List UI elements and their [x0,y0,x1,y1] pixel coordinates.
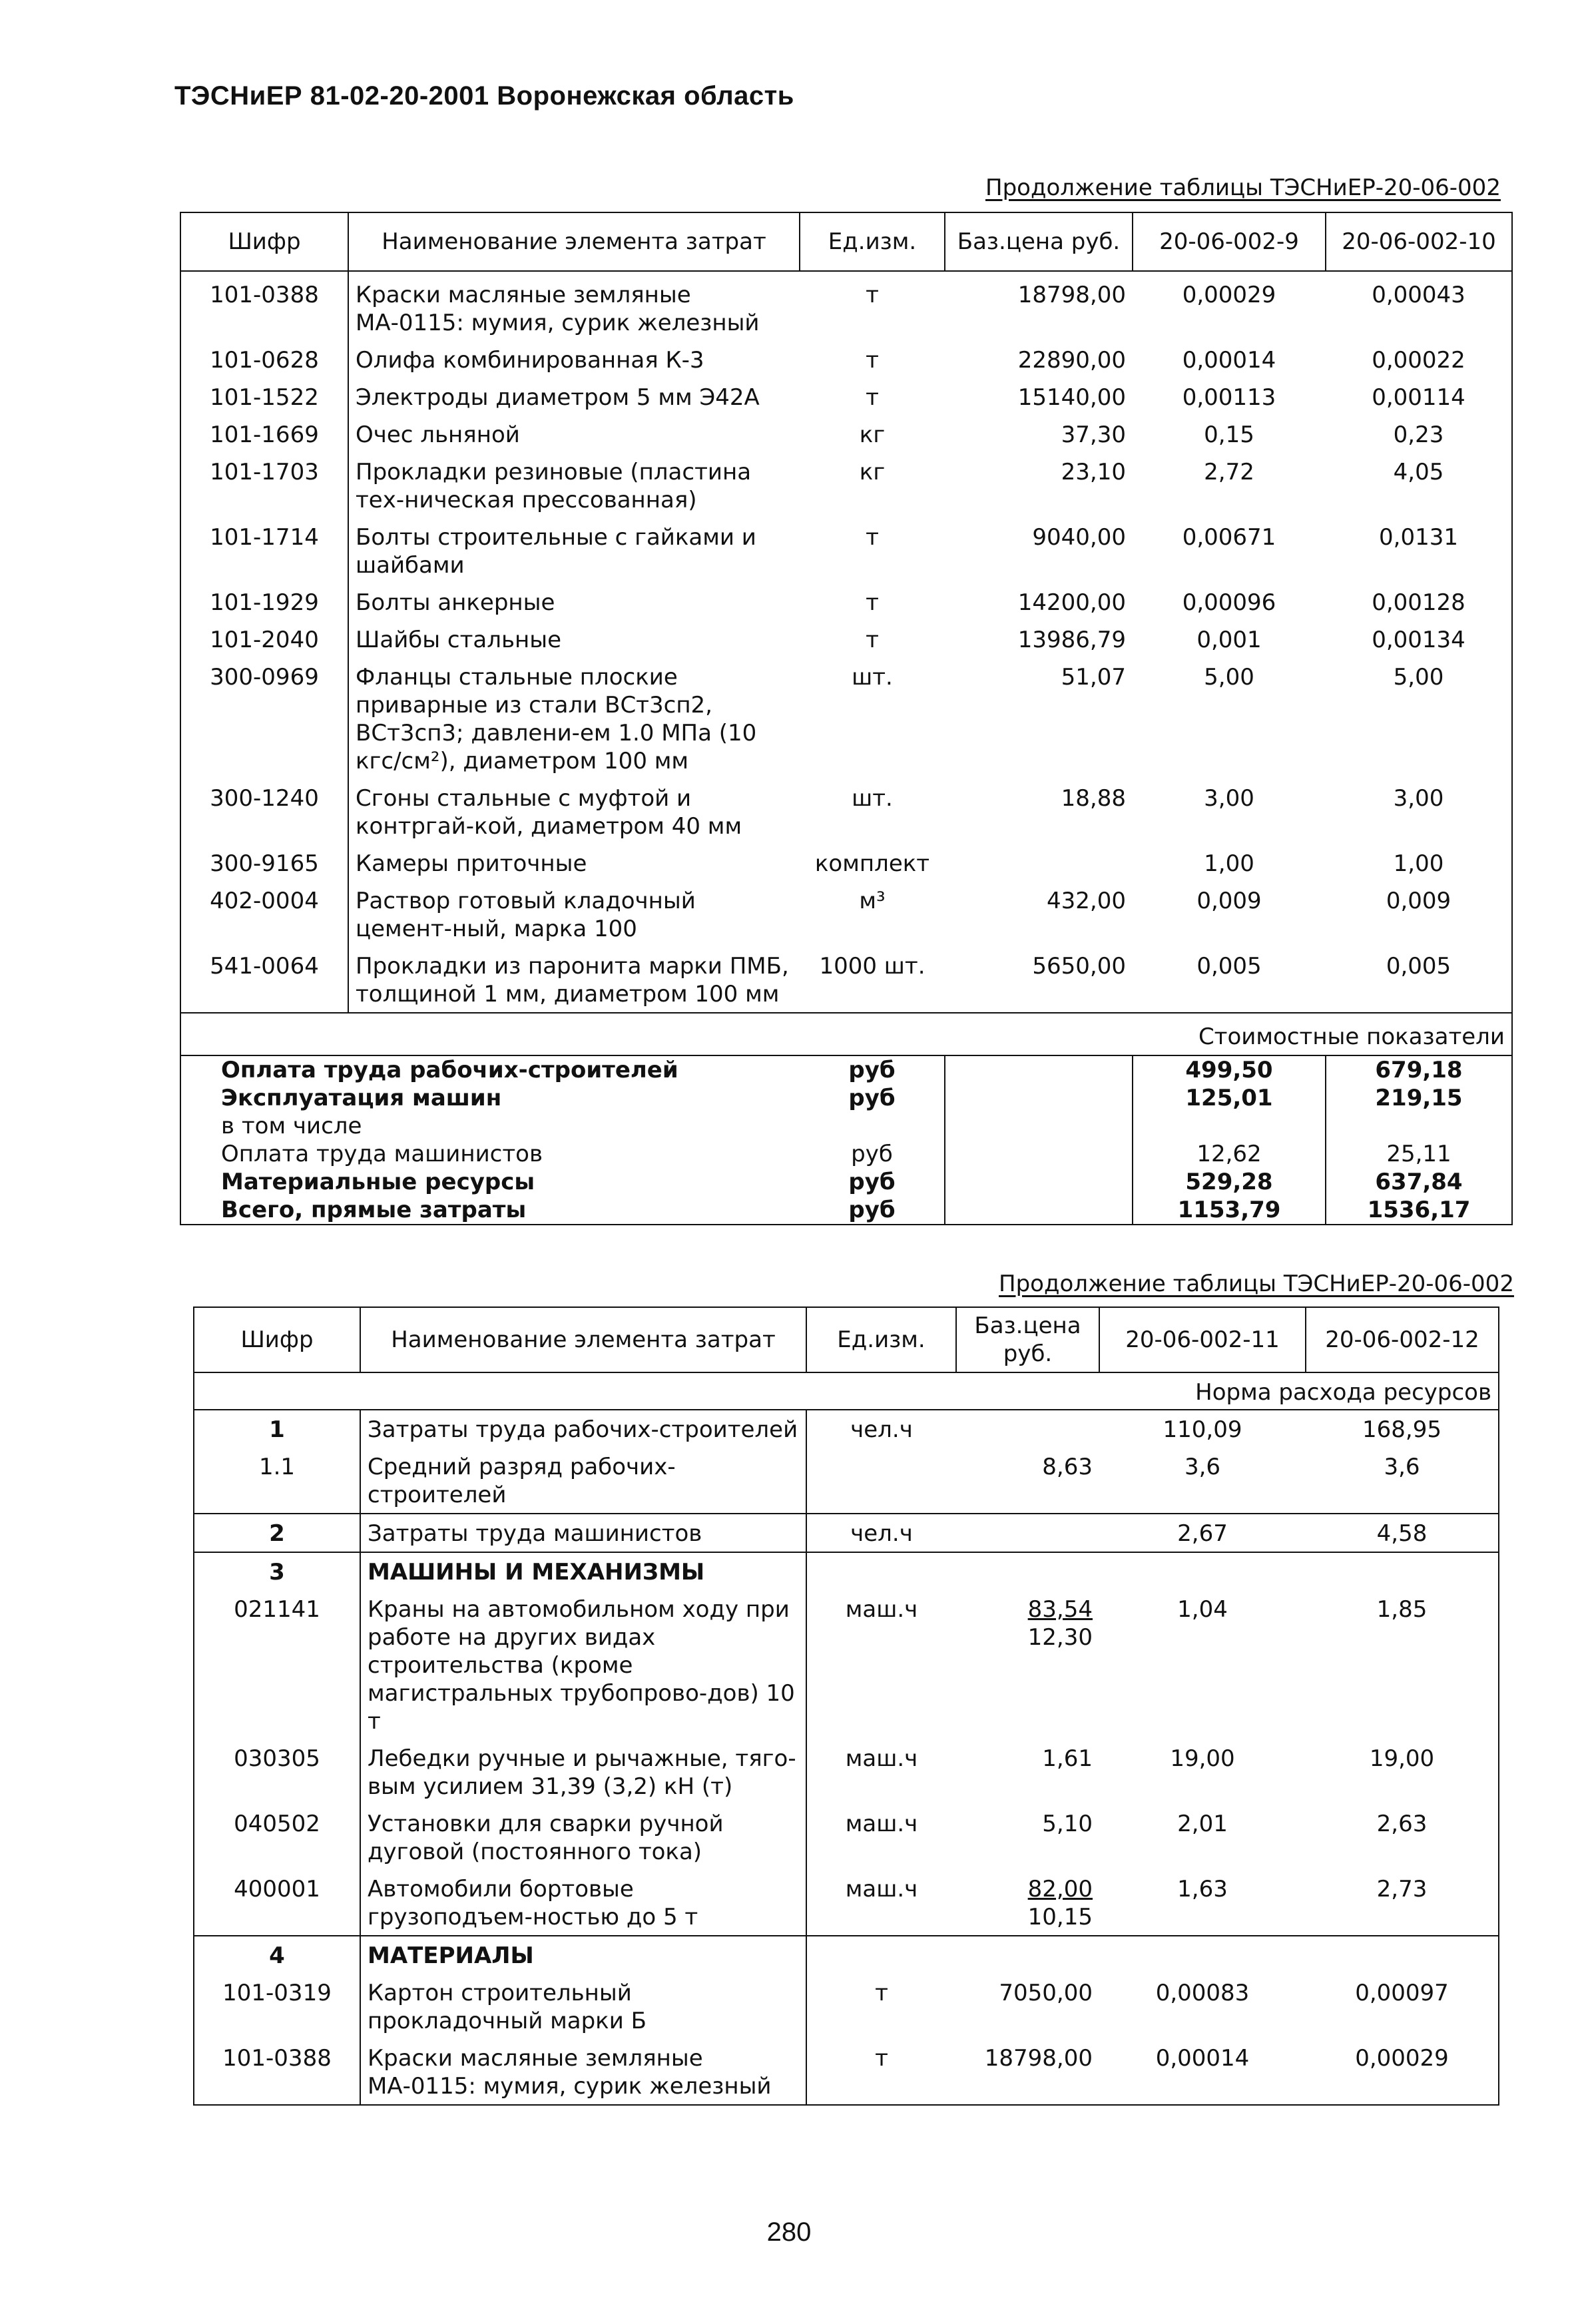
row-price: 51,07 [1061,664,1126,691]
row-code: 021141 [194,1590,360,1739]
cost-unit: руб [848,1169,896,1195]
row-unit: т [866,524,879,551]
header-col-12: 20-06-002-12 [1306,1307,1499,1372]
table-row [180,341,1512,378]
cost-value-10: 1536,17 [1326,1196,1512,1225]
row-unit [806,1552,956,1590]
header-price: Баз.цена руб. [945,212,1133,271]
table-row [194,2039,1499,2105]
row-value-12 [1306,1552,1499,1590]
cost-unit: руб [848,1085,896,1111]
row-value-11: 1,63 [1177,1876,1228,1902]
row-value-12: 168,95 [1306,1410,1499,1448]
row-code: 300-0969 [180,658,348,779]
row-value-10: 4,05 [1326,453,1512,518]
row-unit: т [806,2039,956,2105]
norm-section-row [194,1372,1499,1410]
row-code: 101-1714 [180,518,348,583]
row-price [956,1805,1099,1870]
row-value-12 [1306,1936,1499,1974]
price-value: 7050,00 [999,1980,1093,2006]
row-name: Олифа комбинированная К-3 [348,341,800,378]
row-value-11: 2,01 [1177,1811,1228,1837]
row-price: 9040,00 [1032,524,1126,551]
cost-row [180,1196,1512,1225]
row-code: 1 [194,1410,360,1448]
cost-empty [945,1112,1133,1140]
row-value-12: 1,85 [1306,1590,1499,1739]
row-value-10: 0,00114 [1326,378,1512,416]
row-price: 18,88 [1061,785,1126,812]
cost-row [180,1055,1512,1084]
row-price: 432,00 [1047,888,1126,914]
row-unit: маш.ч [845,1811,918,1837]
cost-value-9: 125,01 [1133,1084,1326,1112]
row-price [956,1870,1099,1936]
cost-unit: руб [800,1196,945,1225]
cost-label: Эксплуатация машин [180,1084,800,1112]
document-title: ТЭСНиЕР 81-02-20-2001 Воронежская область [174,81,794,111]
table-row [194,1870,1499,1936]
table-row [180,779,1512,844]
header-code: Шифр [180,212,348,271]
row-name: Болты анкерные [348,583,800,621]
row-value-9: 0,15 [1204,422,1254,448]
row-value-10: 0,005 [1326,947,1512,1013]
row-value-12: 0,00097 [1306,1974,1499,2039]
price-value: 82,00 [1027,1876,1093,1902]
cost-row [180,1168,1512,1196]
row-price [956,1514,1099,1552]
cost-empty [945,1055,1133,1084]
row-code: 101-1522 [180,378,348,416]
row-value-10: 0,23 [1326,416,1512,453]
row-code: 101-1669 [180,416,348,453]
row-price [956,1448,1099,1514]
row-value-10: 3,00 [1326,779,1512,844]
cost-value-9 [1133,1112,1326,1140]
row-value-11: 19,00 [1170,1745,1235,1772]
cost-row [180,1084,1512,1112]
norm-section-label: Норма расхода ресурсов [194,1372,1499,1410]
table1-header-row [180,212,1512,271]
machinist-wage-value: 12,30 [1027,1624,1093,1651]
row-value-9: 0,00014 [1182,347,1276,374]
row-value-10: 5,00 [1326,658,1512,779]
row-value-10: 1,00 [1326,844,1512,882]
row-value-9: 1,00 [1204,850,1254,877]
row-name: Автомобили бортовые грузоподъем-ностью до 5 т [360,1870,806,1936]
table-row [180,453,1512,518]
header-name: Наименование элемента затрат [360,1307,806,1372]
table-row [180,583,1512,621]
table-row [180,621,1512,658]
row-value-9: 0,00671 [1182,524,1276,551]
cost-unit [800,1112,945,1140]
price-value: 8,63 [1042,1454,1093,1480]
row-value-12: 4,58 [1306,1514,1499,1552]
row-value-9: 3,00 [1204,785,1254,812]
price-value: 83,54 [1027,1596,1093,1623]
row-code: 402-0004 [180,882,348,947]
row-value-10: 0,00134 [1326,621,1512,658]
table1-continuation-label: Продолжение таблицы ТЭСНиЕР-20-06-002 [985,174,1501,201]
table-row [194,1805,1499,1870]
row-code: 3 [194,1552,360,1590]
page-number: 280 [766,2217,812,2247]
cost-value-10: 637,84 [1326,1168,1512,1196]
table-row [180,658,1512,779]
table-row [180,416,1512,453]
cost-row [180,1140,1512,1168]
cost-value-9: 499,50 [1133,1055,1326,1084]
cost-value-10: 219,15 [1326,1084,1512,1112]
section-heading-row [194,1936,1499,1974]
row-value-9: 0,00096 [1182,589,1276,616]
cost-unit: руб [848,1057,896,1083]
cost-label: Материальные ресурсы [180,1168,800,1196]
row-name: Раствор готовый кладочный цемент-ный, марка 100 [348,882,800,947]
row-name: Установки для сварки ручной дуговой (постоянного тока) [360,1805,806,1870]
cost-row [180,1112,1512,1140]
row-price: 37,30 [1061,422,1126,448]
row-value-11: 2,67 [1099,1514,1306,1552]
row-price [956,1590,1099,1739]
row-unit: шт. [852,785,893,812]
row-name: Затраты труда рабочих-строителей [360,1410,806,1448]
row-code: 030305 [194,1739,360,1805]
header-col-10: 20-06-002-10 [1326,212,1512,271]
table2-continuation-label: Продолжение таблицы ТЭСНиЕР-20-06-002 [999,1271,1514,1297]
row-name: Сгоны стальные с муфтой и контргай-кой, диаметром 40 мм [348,779,800,844]
cost-empty [945,1140,1133,1168]
row-value-12: 0,00029 [1306,2039,1499,2105]
row-price: 22890,00 [1017,347,1126,374]
row-value-9: 0,005 [1196,953,1262,980]
row-unit: т [866,282,879,308]
row-value-10: 0,00022 [1326,341,1512,378]
row-value-12: 19,00 [1306,1739,1499,1805]
table-row [194,1974,1499,2039]
row-name: Шайбы стальные [348,621,800,658]
row-unit: т [866,627,879,653]
row-price: 14200,00 [1017,589,1126,616]
row-value-10: 0,009 [1326,882,1512,947]
table-row [180,518,1512,583]
row-value-12: 2,63 [1306,1805,1499,1870]
row-name: Затраты труда машинистов [360,1514,806,1552]
row-name: Фланцы стальные плоские приварные из стали ВСт3сп2, ВСт3сп3; давлени-ем 1.0 МПа (10 кгс/см²), диаметром 100 мм [348,658,800,779]
cost-value-10: 679,18 [1326,1055,1512,1084]
machinist-wage-value: 10,15 [1027,1904,1093,1930]
cost-empty [945,1084,1133,1112]
row-value-9: 2,72 [1204,459,1254,485]
row-code: 101-0628 [180,341,348,378]
row-name: Средний разряд рабочих-строителей [360,1448,806,1514]
row-price [956,1936,1099,1974]
row-unit: чел.ч [850,1416,913,1443]
row-name: Лебедки ручные и рычажные, тяго-вым усилием 31,39 (3,2) кН (т) [360,1739,806,1805]
cost-label: Всего, прямые затраты [180,1196,800,1225]
row-value-11: 0,00083 [1155,1980,1250,2006]
row-code: 1.1 [194,1448,360,1514]
row-code: 101-0388 [180,271,348,341]
row-price: 18798,00 [1017,282,1126,308]
row-code: 400001 [194,1870,360,1936]
cost-value-10: 25,11 [1326,1140,1512,1168]
row-name: Прокладки резиновые (пластина тех-ническая прессованная) [348,453,800,518]
row-value-10: 0,00128 [1326,583,1512,621]
cost-value-9: 1153,79 [1133,1196,1326,1225]
table-row [194,1590,1499,1739]
row-code: 101-1703 [180,453,348,518]
row-unit: т [866,384,879,411]
row-value-10: 0,00043 [1326,271,1512,341]
price-value: 1,61 [1042,1745,1093,1772]
row-value-12: 2,73 [1306,1870,1499,1936]
row-price: 5650,00 [1032,953,1126,980]
table-row [180,882,1512,947]
row-value-11: 110,09 [1163,1416,1242,1443]
row-value-11: 1,04 [1177,1596,1228,1623]
table-row [180,844,1512,882]
row-value-12: 3,6 [1306,1448,1499,1514]
row-price [945,844,1133,882]
row-value-9: 0,00113 [1182,384,1276,411]
header-unit: Ед.изм. [806,1307,956,1372]
price-value: 18798,00 [984,2045,1093,2072]
row-unit: чел.ч [806,1514,956,1552]
table-row [194,1448,1499,1514]
row-name: Камеры приточные [348,844,800,882]
row-code: 101-1929 [180,583,348,621]
table-row [194,1514,1499,1552]
table-row [180,378,1512,416]
cost-value-9: 529,28 [1133,1168,1326,1196]
row-code: 300-1240 [180,779,348,844]
row-name: Прокладки из паронита марки ПМБ, толщиной 1 мм, диаметром 100 мм [348,947,800,1013]
header-price: Баз.цена руб. [956,1307,1099,1372]
cost-empty [945,1168,1133,1196]
cost-empty [945,1196,1133,1225]
cost-section-label: Стоимостные показатели [180,1013,1512,1055]
row-value-10: 0,0131 [1326,518,1512,583]
resource-table-2 [193,1307,1499,2106]
row-name: Краны на автомобильном ходу при работе на других видах строительства (кроме магистральных трубопрово-дов) 10 т [360,1590,806,1739]
row-price: 13986,79 [1017,627,1126,653]
row-name: Картон строительный прокладочный марки Б [360,1974,806,2039]
header-unit: Ед.изм. [800,212,945,271]
row-unit: кг [859,422,886,448]
table-row [194,1739,1499,1805]
header-code: Шифр [194,1307,360,1372]
row-unit: 1000 шт. [819,953,925,980]
row-price: 15140,00 [1017,384,1126,411]
header-name: Наименование элемента затрат [348,212,800,271]
row-code: 101-0388 [194,2039,360,2105]
row-price [956,1410,1099,1448]
row-price: 23,10 [1061,459,1126,485]
row-unit: т [866,347,879,374]
row-price [956,1739,1099,1805]
table-row [194,1410,1499,1448]
cost-section-row [180,1013,1512,1055]
row-value-9: 5,00 [1204,664,1254,691]
row-code: 101-0319 [194,1974,360,2039]
row-unit: комплект [814,850,930,877]
section-heading: МАШИНЫ И МЕХАНИЗМЫ [360,1552,806,1590]
cost-value-10 [1326,1112,1512,1140]
row-name: Очес льняной [348,416,800,453]
price-value: 5,10 [1042,1811,1093,1837]
row-value-9: 0,009 [1196,888,1262,914]
cost-unit: руб [851,1141,893,1167]
row-unit: м³ [859,888,886,914]
row-code: 101-2040 [180,621,348,658]
row-unit: маш.ч [845,1745,918,1772]
header-col-11: 20-06-002-11 [1099,1307,1306,1372]
row-name: Краски масляные земляные МА-0115: мумия, сурик железный [348,271,800,341]
row-value-11: 0,00014 [1099,2039,1306,2105]
row-unit: маш.ч [845,1876,918,1902]
row-price [956,1974,1099,2039]
row-unit: маш.ч [845,1596,918,1623]
cost-label: в том числе [180,1112,800,1140]
cost-label: Оплата труда рабочих-строителей [180,1055,800,1084]
row-unit [806,1936,956,1974]
header-col-9: 20-06-002-9 [1133,212,1326,271]
row-code: 2 [194,1514,360,1552]
section-heading: МАТЕРИАЛЫ [360,1936,806,1974]
row-value-9: 0,001 [1196,627,1262,653]
row-unit: кг [859,459,886,485]
table-row [180,271,1512,341]
table2-header-row [194,1307,1499,1372]
row-code: 541-0064 [180,947,348,1013]
row-unit: т [875,1980,888,2006]
row-code: 300-9165 [180,844,348,882]
row-name: Краски масляные земляные МА-0115: мумия, сурик железный [360,2039,806,2105]
cost-label: Оплата труда машинистов [180,1140,800,1168]
row-value-11 [1099,1936,1306,1974]
row-name: Болты строительные с гайками и шайбами [348,518,800,583]
row-code: 4 [194,1936,360,1974]
row-name: Электроды диаметром 5 мм Э42А [348,378,800,416]
row-value-11: 3,6 [1184,1454,1221,1480]
row-unit: т [866,589,879,616]
row-code: 040502 [194,1805,360,1870]
row-value-11 [1099,1552,1306,1590]
row-value-9: 0,00029 [1182,282,1276,308]
row-price [956,2039,1099,2105]
section-heading-row [194,1552,1499,1590]
row-unit: шт. [852,664,893,691]
row-unit [806,1448,956,1514]
table-row [180,947,1512,1013]
cost-value-9: 12,62 [1133,1140,1326,1168]
row-price [956,1552,1099,1590]
resource-table-1 [180,212,1513,1225]
